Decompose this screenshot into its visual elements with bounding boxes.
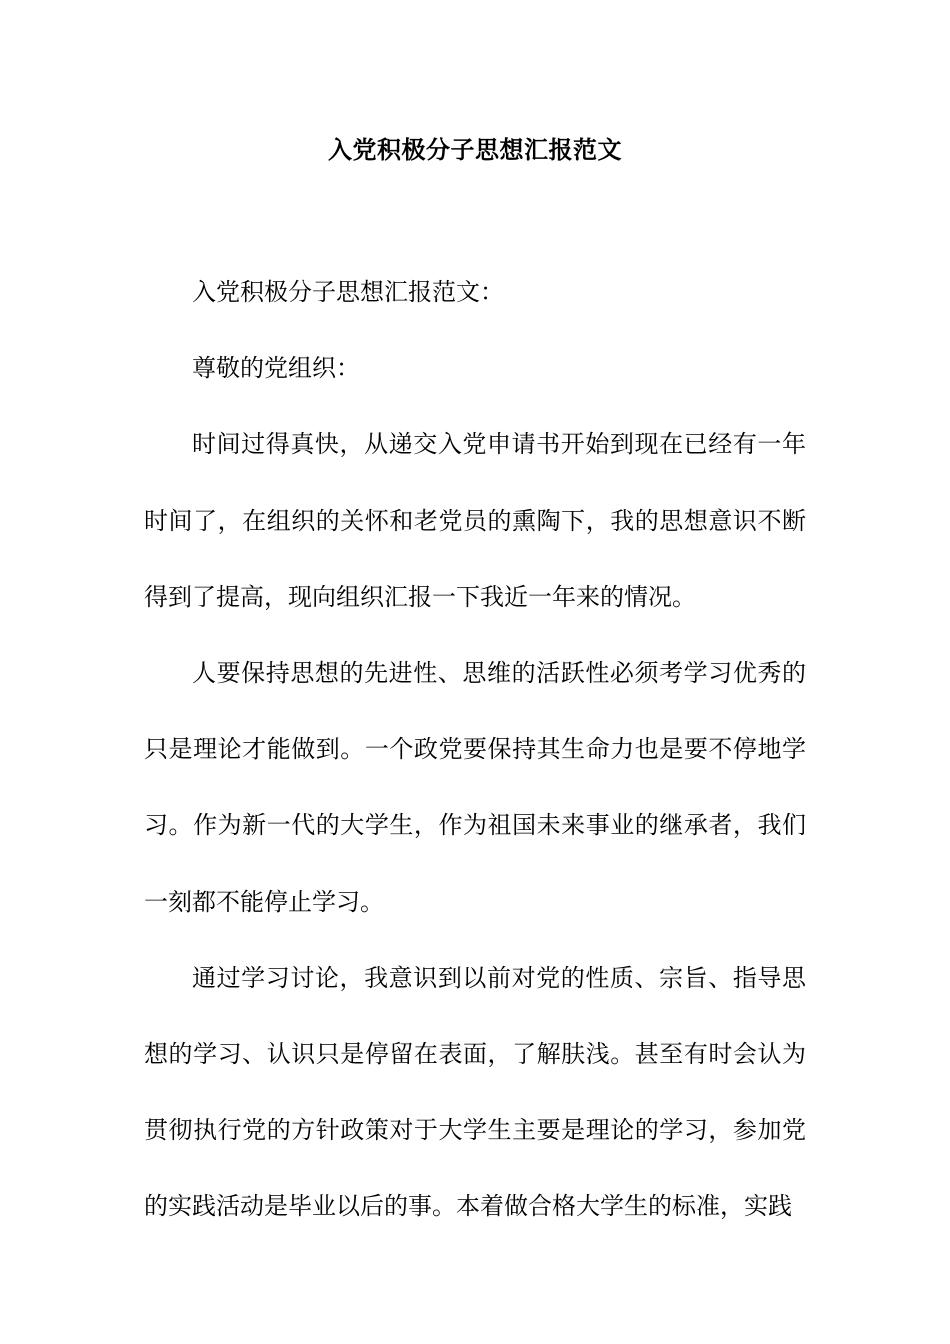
document-title: 入党积极分子思想汇报范文 [328, 135, 622, 164]
paragraph-discussion: 通过学习讨论，我意识到以前对党的性质、宗旨、指导思想的学习、认识只是停留在表面，了解肤浅。甚至有时会认为贯彻执行党的方针政策对于大学生主要是理论的学习，参加党的实践活动是毕业以后的事。本着做合格大学生的标准，实践 [144, 963, 806, 1221]
document-body [144, 254, 806, 1245]
paragraph-intro: 时间过得真快，从递交入党申请书开始到现在已经有一年时间了，在组织的关怀和老党员的熏陶下，我的思想意识不断得到了提高，现向组织汇报一下我近一年来的情况。 [144, 430, 806, 611]
paragraph-heading: 入党积极分子思想汇报范文： [192, 278, 504, 306]
paragraph-salutation: 尊敬的党组织： [192, 354, 360, 383]
paragraph-learning: 人要保持思想的先进性、思维的活跃性必须考学习优秀的只是理论才能做到。一个政党要保持其生命力也是要不停地学习。作为新一代的大学生，作为祖国未来事业的继承者，我们一刻都不能停止学习。 [144, 659, 806, 916]
